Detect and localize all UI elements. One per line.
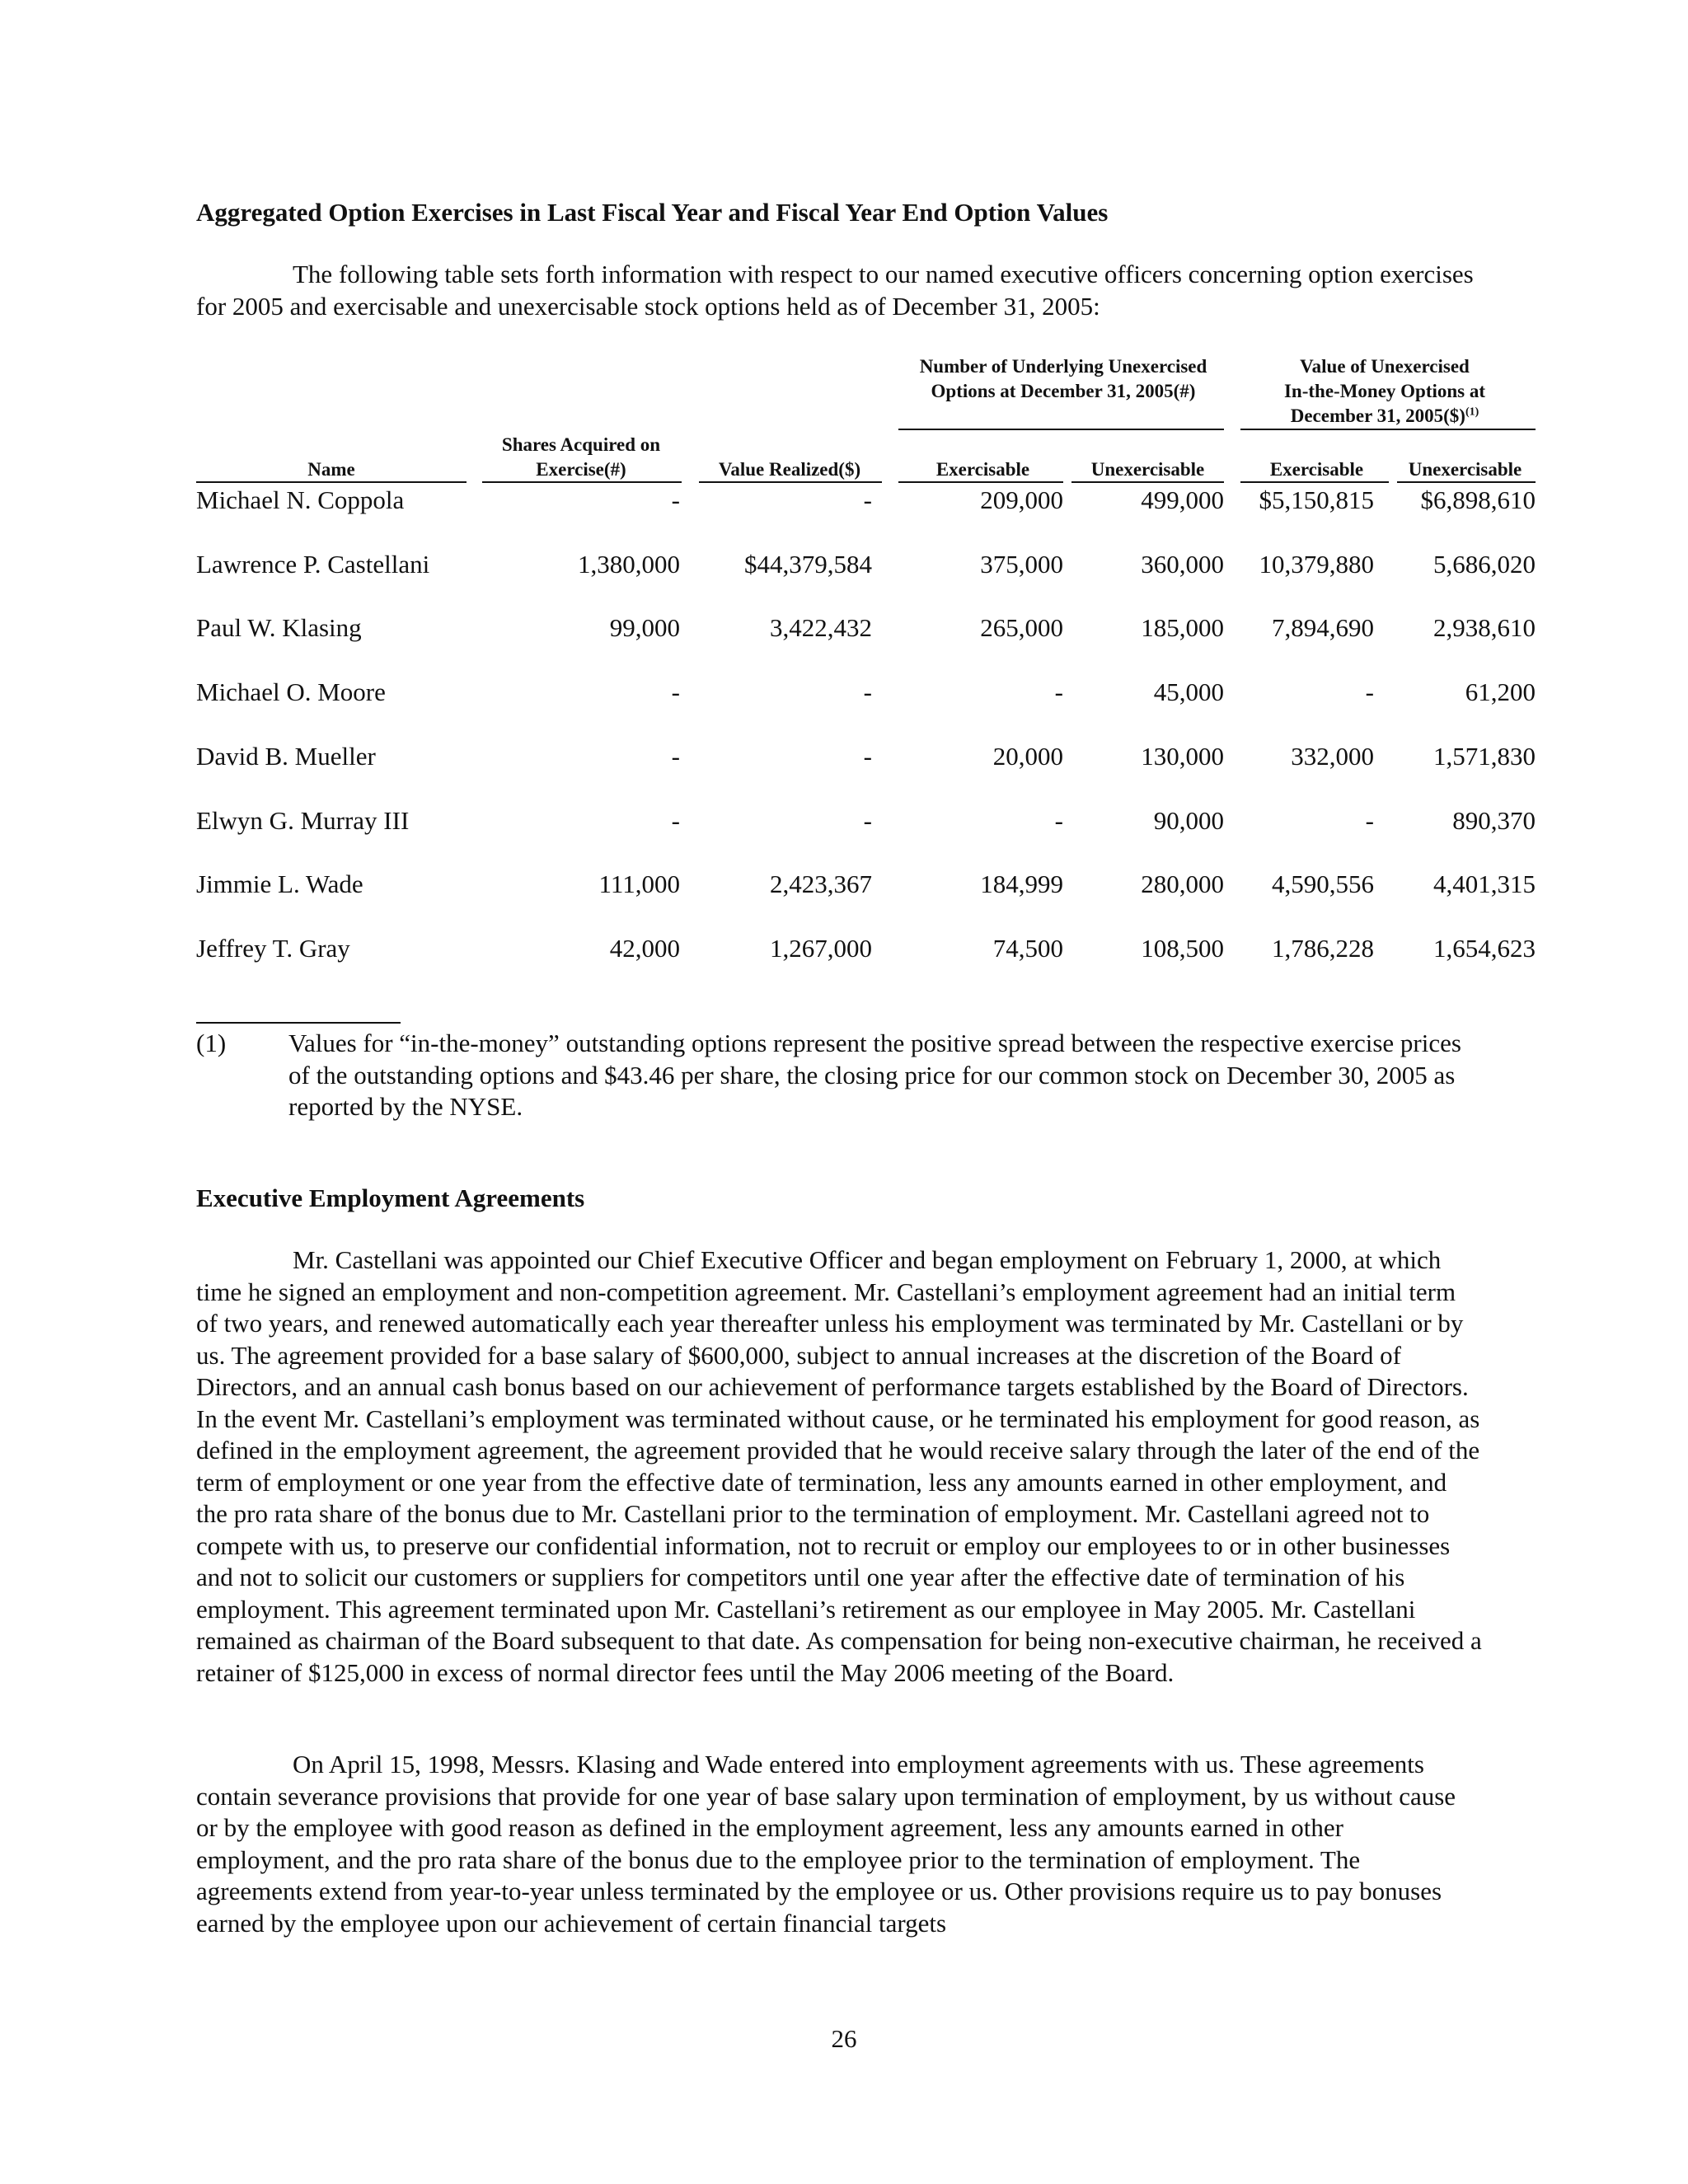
col-header-unexercisable-1: Unexercisable bbox=[1090, 459, 1205, 480]
col-rule-shares bbox=[482, 481, 682, 483]
cell-unexercisable-2: 61,200 bbox=[1465, 677, 1536, 706]
col-rule-exercisable-2 bbox=[1240, 481, 1389, 483]
footnote-ref-1: (1) bbox=[1465, 405, 1479, 419]
cell-shares-acquired: 111,000 bbox=[598, 869, 680, 898]
cell-unexercisable-1: 499,000 bbox=[1141, 485, 1224, 514]
cell-name: Michael O. Moore bbox=[196, 677, 386, 706]
cell-name: Jeffrey T. Gray bbox=[196, 934, 350, 963]
col-rule-unexercisable-2 bbox=[1397, 481, 1536, 483]
cell-value-realized: 2,423,367 bbox=[770, 869, 872, 898]
cell-exercisable-1: 74,500 bbox=[992, 934, 1063, 963]
employment-paragraph-2 bbox=[196, 1749, 1482, 1939]
cell-unexercisable-2: 5,686,020 bbox=[1433, 550, 1536, 579]
col-rule-exercisable-1 bbox=[898, 481, 1063, 483]
col-header-value-realized: Value Realized($) bbox=[718, 459, 861, 480]
cell-value-realized: - bbox=[863, 485, 872, 514]
employment-paragraph-2-text: On April 15, 1998, Messrs. Klasing and Wade entered into employment agreements with us. These agreements contain severance provisions that provide for one year of base salary upon termination of employment, by us without cause or by the employee with good reason as defined in the employment agreement, less any amounts earned in other employment, and the pro rata share of the bonus due to the employee prior to the termination of employment. The agreements extend from year-to-year unless terminated by the employee or us. Other provisions require us to pay bonuses earned by the employee upon our achievement of certain financial targets bbox=[196, 1750, 1456, 1938]
cell-exercisable-2: 4,590,556 bbox=[1272, 869, 1374, 898]
footnote-rule bbox=[196, 1022, 401, 1024]
cell-name: Paul W. Klasing bbox=[196, 613, 362, 642]
group-rule-value bbox=[1240, 429, 1536, 430]
cell-shares-acquired: - bbox=[671, 806, 680, 835]
cell-unexercisable-2: 1,571,830 bbox=[1433, 742, 1536, 771]
cell-value-realized: $44,379,584 bbox=[744, 550, 872, 579]
cell-exercisable-2: 1,786,228 bbox=[1272, 934, 1374, 963]
cell-name: David B. Mueller bbox=[196, 742, 376, 771]
cell-exercisable-2: - bbox=[1365, 677, 1374, 706]
cell-exercisable-1: 209,000 bbox=[980, 485, 1063, 514]
intro-text: The following table sets forth information with respect to our named executive officers concerning option exercises for 2005 and exercisable and unexercisable stock options held as of December 31, 2005: bbox=[196, 260, 1474, 321]
cell-unexercisable-1: 130,000 bbox=[1141, 742, 1224, 771]
cell-value-realized: 1,267,000 bbox=[770, 934, 872, 963]
cell-shares-acquired: - bbox=[671, 485, 680, 514]
cell-exercisable-1: 265,000 bbox=[980, 613, 1063, 642]
cell-shares-acquired: 42,000 bbox=[609, 934, 680, 963]
header-value-line1: Value of Unexercised bbox=[1300, 356, 1470, 377]
cell-name: Michael N. Coppola bbox=[196, 485, 405, 514]
cell-unexercisable-1: 280,000 bbox=[1141, 869, 1224, 898]
cell-exercisable-1: - bbox=[1054, 677, 1063, 706]
header-value-in-the-money bbox=[1245, 354, 1525, 429]
cell-shares-acquired: 99,000 bbox=[609, 613, 680, 642]
col-header-shares-line1: Shares Acquired on bbox=[501, 434, 661, 455]
group-rule-underlying bbox=[898, 429, 1224, 430]
header-value-line3: December 31, 2005($) bbox=[1290, 405, 1465, 426]
header-value-line2: In-the-Money Options at bbox=[1283, 381, 1486, 401]
cell-unexercisable-2: 4,401,315 bbox=[1433, 869, 1536, 898]
cell-unexercisable-1: 360,000 bbox=[1141, 550, 1224, 579]
cell-unexercisable-2: 890,370 bbox=[1452, 806, 1536, 835]
cell-exercisable-2: 10,379,880 bbox=[1259, 550, 1374, 579]
cell-shares-acquired: - bbox=[671, 742, 680, 771]
col-header-name: Name bbox=[307, 459, 355, 480]
cell-shares-acquired: 1,380,000 bbox=[578, 550, 680, 579]
cell-exercisable-2: $5,150,815 bbox=[1259, 485, 1374, 514]
col-rule-unexercisable-1 bbox=[1071, 481, 1224, 483]
cell-unexercisable-1: 90,000 bbox=[1153, 806, 1224, 835]
employment-paragraph-1 bbox=[196, 1244, 1482, 1689]
header-underlying-options: Number of Underlying Unexercised Options at December 31, 2005(#) bbox=[919, 356, 1207, 401]
footnote-text: Values for “in-the-money” outstanding options represent the positive spread between the respective exercise prices of the outstanding options and $43.46 per share, the closing price for our common stock on December 30, 2005 as reported by the NYSE. bbox=[288, 1029, 1461, 1121]
intro-paragraph bbox=[196, 259, 1482, 322]
section-title-employment-agreements: Executive Employment Agreements bbox=[196, 1183, 585, 1212]
cell-unexercisable-1: 45,000 bbox=[1153, 677, 1224, 706]
cell-name: Jimmie L. Wade bbox=[196, 869, 363, 898]
cell-exercisable-1: 20,000 bbox=[992, 742, 1063, 771]
cell-unexercisable-2: $6,898,610 bbox=[1420, 485, 1536, 514]
page-number: 26 bbox=[831, 2024, 857, 2053]
cell-unexercisable-1: 185,000 bbox=[1141, 613, 1224, 642]
cell-value-realized: 3,422,432 bbox=[770, 613, 872, 642]
employment-paragraph-1-text: Mr. Castellani was appointed our Chief Executive Officer and began employment on February 1, 2000, at which time he signed an employment and non-competition agreement. Mr. Castellani’s employment agreement had an initial term of two years, and renewed automatically each year thereafter unless his employment was terminated by Mr. Castellani or by us. The agreement provided for a base salary of $600,000, subject to annual increases at the discretion of the Board of Directors, and an annual cash bonus based on our achievement of performance targets established by the Board of Directors. In the event Mr. Castellani’s employment was terminated without cause, or he terminated his employment for good reason, as defined in the employment agreement, the agreement provided that he would receive salary through the later of the end of the term of employment or one year from the effective date of termination, less any amounts earned in other employment, and the pro rata share of the bonus due to Mr. Castellani prior to the termination of employment. Mr. Castellani agreed not to compete with us, to preserve our confidential information, not to recruit or employ our employees to or in other businesses and not to solicit our customers or suppliers for competitors until one year after the effective date of termination of his employment. This agreement terminated upon Mr. Castellani’s retirement as our employee in May 2005. Mr. Castellani remained as chairman of the Board subsequent to that date. As compensation for being non-executive chairman, he received a retainer of $125,000 in excess of normal director fees until the May 2006 meeting of the Board. bbox=[196, 1245, 1482, 1687]
col-header-exercisable-1: Exercisable bbox=[935, 459, 1030, 480]
cell-value-realized: - bbox=[863, 806, 872, 835]
cell-exercisable-1: - bbox=[1054, 806, 1063, 835]
col-rule-value-realized bbox=[699, 481, 882, 483]
cell-unexercisable-2: 1,654,623 bbox=[1433, 934, 1536, 963]
col-header-shares-acquired bbox=[482, 433, 680, 482]
section-title-option-exercises: Aggregated Option Exercises in Last Fiscal Year and Fiscal Year End Option Values bbox=[196, 198, 1109, 227]
cell-exercisable-2: - bbox=[1365, 806, 1374, 835]
cell-exercisable-1: 375,000 bbox=[980, 550, 1063, 579]
cell-unexercisable-2: 2,938,610 bbox=[1433, 613, 1536, 642]
cell-unexercisable-1: 108,500 bbox=[1141, 934, 1224, 963]
col-header-shares-line2: Exercise(#) bbox=[536, 459, 626, 480]
cell-exercisable-2: 332,000 bbox=[1291, 742, 1374, 771]
col-header-exercisable-2: Exercisable bbox=[1269, 459, 1364, 480]
cell-value-realized: - bbox=[863, 742, 872, 771]
col-header-unexercisable-2: Unexercisable bbox=[1408, 459, 1522, 480]
cell-name: Lawrence P. Castellani bbox=[196, 550, 430, 579]
cell-name: Elwyn G. Murray III bbox=[196, 806, 410, 835]
footnote-marker: (1) bbox=[196, 1029, 227, 1057]
cell-shares-acquired: - bbox=[671, 677, 680, 706]
cell-exercisable-2: 7,894,690 bbox=[1272, 613, 1374, 642]
cell-exercisable-1: 184,999 bbox=[980, 869, 1063, 898]
col-rule-name bbox=[196, 481, 467, 483]
cell-value-realized: - bbox=[863, 677, 872, 706]
